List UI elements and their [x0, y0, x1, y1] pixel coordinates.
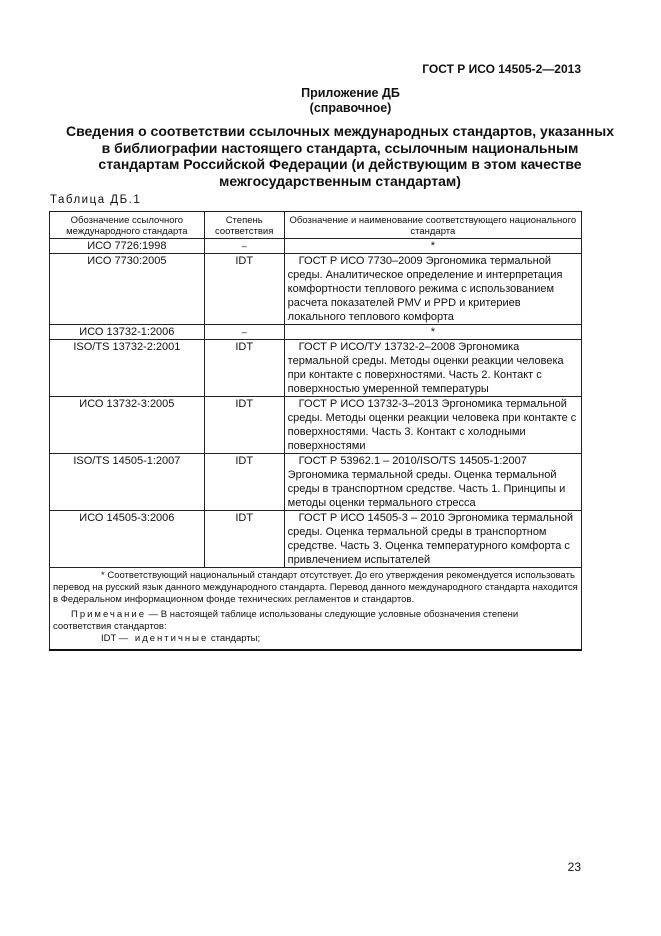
table-row — [50, 239, 582, 254]
cell-national — [284, 254, 581, 325]
national-standard-text: ГОСТ Р ИСО 14505-3 – 2010 Эргономика термальной среды. Оценка термальной среды в транспортном средстве. Часть 3. Оценка температурного комфорта с привлечением испытателей — [287, 512, 574, 566]
cell-degree: IDT — [204, 511, 284, 568]
table-row — [50, 340, 582, 397]
column-header-degree: Степень соответствия — [204, 212, 284, 239]
table-footnote-row — [50, 568, 582, 651]
idt-definition — [53, 633, 578, 645]
cell-international: ИСО 7726:1998 — [50, 239, 205, 254]
cell-degree: IDT — [204, 254, 284, 325]
cell-national: * — [284, 239, 581, 254]
cell-national — [284, 511, 581, 568]
note-paragraph — [53, 609, 578, 633]
annex-title — [0, 86, 661, 116]
table-label: Таблица ДБ.1 — [50, 194, 142, 206]
annex-type: (справочное) — [309, 101, 392, 115]
cell-national — [284, 340, 581, 397]
cell-international: ИСО 7730:2005 — [50, 254, 205, 325]
national-standard-text: ГОСТ Р ИСО 13732-3–2013 Эргономика термальной среды. Методы оценки реакции человека при контакте с поверхностями. Часть 3. Контакт с холодными поверхностями — [287, 398, 577, 452]
column-header-international: Обозначение ссылочного международного стандарта — [50, 212, 205, 239]
cell-national — [284, 454, 581, 511]
national-standard-text: ГОСТ Р ИСО/ТУ 13732-2–2008 Эргономика термальной среды. Методы оценки реакции человека при контакте с поверхностями. Часть 2. Контакт с поверхностью умеренной температуры — [287, 341, 564, 395]
cell-degree: IDT — [204, 454, 284, 511]
correspondence-table — [49, 211, 582, 651]
annex-name: Приложение ДБ — [301, 86, 400, 100]
cell-degree: IDT — [204, 397, 284, 454]
idt-tail: стандарты; — [210, 633, 261, 644]
note-text: — В настоящей таблице использованы следующие условные обозначения степени соответствия стандартов: — [53, 609, 519, 632]
table-row — [50, 325, 582, 340]
annex-heading: Сведения о соответствии ссылочных международных стандартов, указанных в библиографии настоящего стандарта, ссылочным национальным стандартам Российской Федерации (и действующим в этом качестве межгосударственным стандартам) — [65, 123, 615, 189]
cell-international: ИСО 14505-3:2006 — [50, 511, 205, 568]
idt-code: IDT — [101, 633, 117, 644]
cell-degree: IDT — [204, 340, 284, 397]
cell-degree: – — [204, 325, 284, 340]
page-number: 23 — [567, 860, 581, 874]
cell-international: ИСО 13732-1:2006 — [50, 325, 205, 340]
cell-international: ИСО 13732-3:2005 — [50, 397, 205, 454]
table-footnote — [50, 568, 582, 651]
table-row — [50, 454, 582, 511]
note-label: Примечание — [71, 609, 146, 620]
cell-international: ISO/TS 14505-1:2007 — [50, 454, 205, 511]
column-header-national: Обозначение и наименование соответствующего национального стандарта — [284, 212, 581, 239]
table-row — [50, 254, 582, 325]
footnote-text: * Соответствующий национальный стандарт отсутствует. До его утверждения рекомендуется использовать перевод на русский язык данного международного стандарта. Перевод данного международного стандарта находится в Федеральном информационном фонде технических регламентов и стандартов. — [53, 570, 578, 605]
national-standard-text: ГОСТ Р 53962.1 – 2010/ISO/TS 14505-1:2007 Эргономика термальной среды. Оценка термальной среды в транспортном средстве. Часть 1. Принципы и методы оценки термального стресса — [287, 455, 566, 509]
cell-national — [284, 397, 581, 454]
cell-national: * — [284, 325, 581, 340]
table-header-row — [50, 212, 582, 239]
cell-international: ISO/TS 13732-2:2001 — [50, 340, 205, 397]
cell-degree: – — [204, 239, 284, 254]
idt-text: — идентичные — [118, 633, 209, 644]
table-row — [50, 511, 582, 568]
national-standard-text: ГОСТ Р ИСО 7730–2009 Эргономика термальной среды. Аналитическое определение и интерпретация комфортности теплового режима с использованием расчета показателей PMV и PPD и критериев локального теплового комфорта — [287, 255, 563, 323]
document-code: ГОСТ Р ИСО 14505-2—2013 — [422, 62, 581, 76]
table-row — [50, 397, 582, 454]
